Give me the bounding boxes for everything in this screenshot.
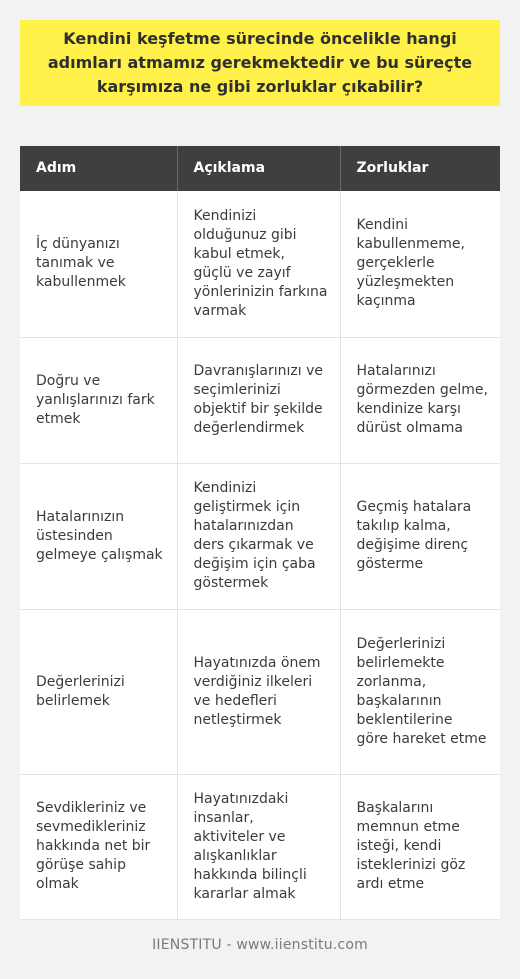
challenge-cell: Başkalarını memnun etme isteği, kendi isteklerinizi göz ardı etme (340, 774, 500, 919)
description-cell: Davranışlarınızı ve seçimlerinizi objektif bir şekilde değerlendirmek (177, 337, 340, 463)
column-header-challenges: Zorluklar (340, 146, 500, 191)
challenge-cell: Geçmiş hatalara takılıp kalma, değişime direnç gösterme (340, 463, 500, 609)
step-cell: Değerlerinizi belirlemek (20, 609, 177, 774)
description-cell: Hayatınızda önem verdiğiniz ilkeleri ve hedefleri netleştirmek (177, 609, 340, 774)
table-row (20, 774, 500, 919)
step-cell: Doğru ve yanlışlarınızı fark etmek (20, 337, 177, 463)
table-row (20, 463, 500, 609)
steps-table (20, 146, 500, 920)
challenge-cell: Kendini kabullenmeme, gerçeklerle yüzleşmekten kaçınma (340, 191, 500, 337)
step-cell: Hatalarınızın üstesinden gelmeye çalışmak (20, 463, 177, 609)
question-text: Kendini keşfetme sürecinde öncelikle hangi adımları atmamız gerekmektedir ve bu süreçte karşımıza ne gibi zorluklar çıkabilir? (47, 29, 473, 96)
question-banner (20, 20, 500, 106)
challenge-cell: Değerlerinizi belirlemekte zorlanma, başkalarının beklentilerine göre hareket etme (340, 609, 500, 774)
column-header-step: Adım (20, 146, 177, 191)
step-cell: Sevdikleriniz ve sevmedikleriniz hakkında net bir görüşe sahip olmak (20, 774, 177, 919)
table-row (20, 337, 500, 463)
challenge-cell: Hatalarınızı görmezden gelme, kendinize karşı dürüst olmama (340, 337, 500, 463)
table-header-row (20, 146, 500, 191)
step-cell: İç dünyanızı tanımak ve kabullenmek (20, 191, 177, 337)
description-cell: Kendinizi geliştirmek için hatalarınızdan ders çıkarmak ve değişim için çaba göstermek (177, 463, 340, 609)
description-cell: Kendinizi olduğunuz gibi kabul etmek, güçlü ve zayıf yönlerinizin farkına varmak (177, 191, 340, 337)
description-cell: Hayatınızdaki insanlar, aktiviteler ve alışkanlıklar hakkında bilinçli kararlar almak (177, 774, 340, 919)
footer-credit: IIENSTITU - www.iienstitu.com (152, 937, 368, 953)
table-row (20, 191, 500, 337)
column-header-description: Açıklama (177, 146, 340, 191)
table-row (20, 609, 500, 774)
